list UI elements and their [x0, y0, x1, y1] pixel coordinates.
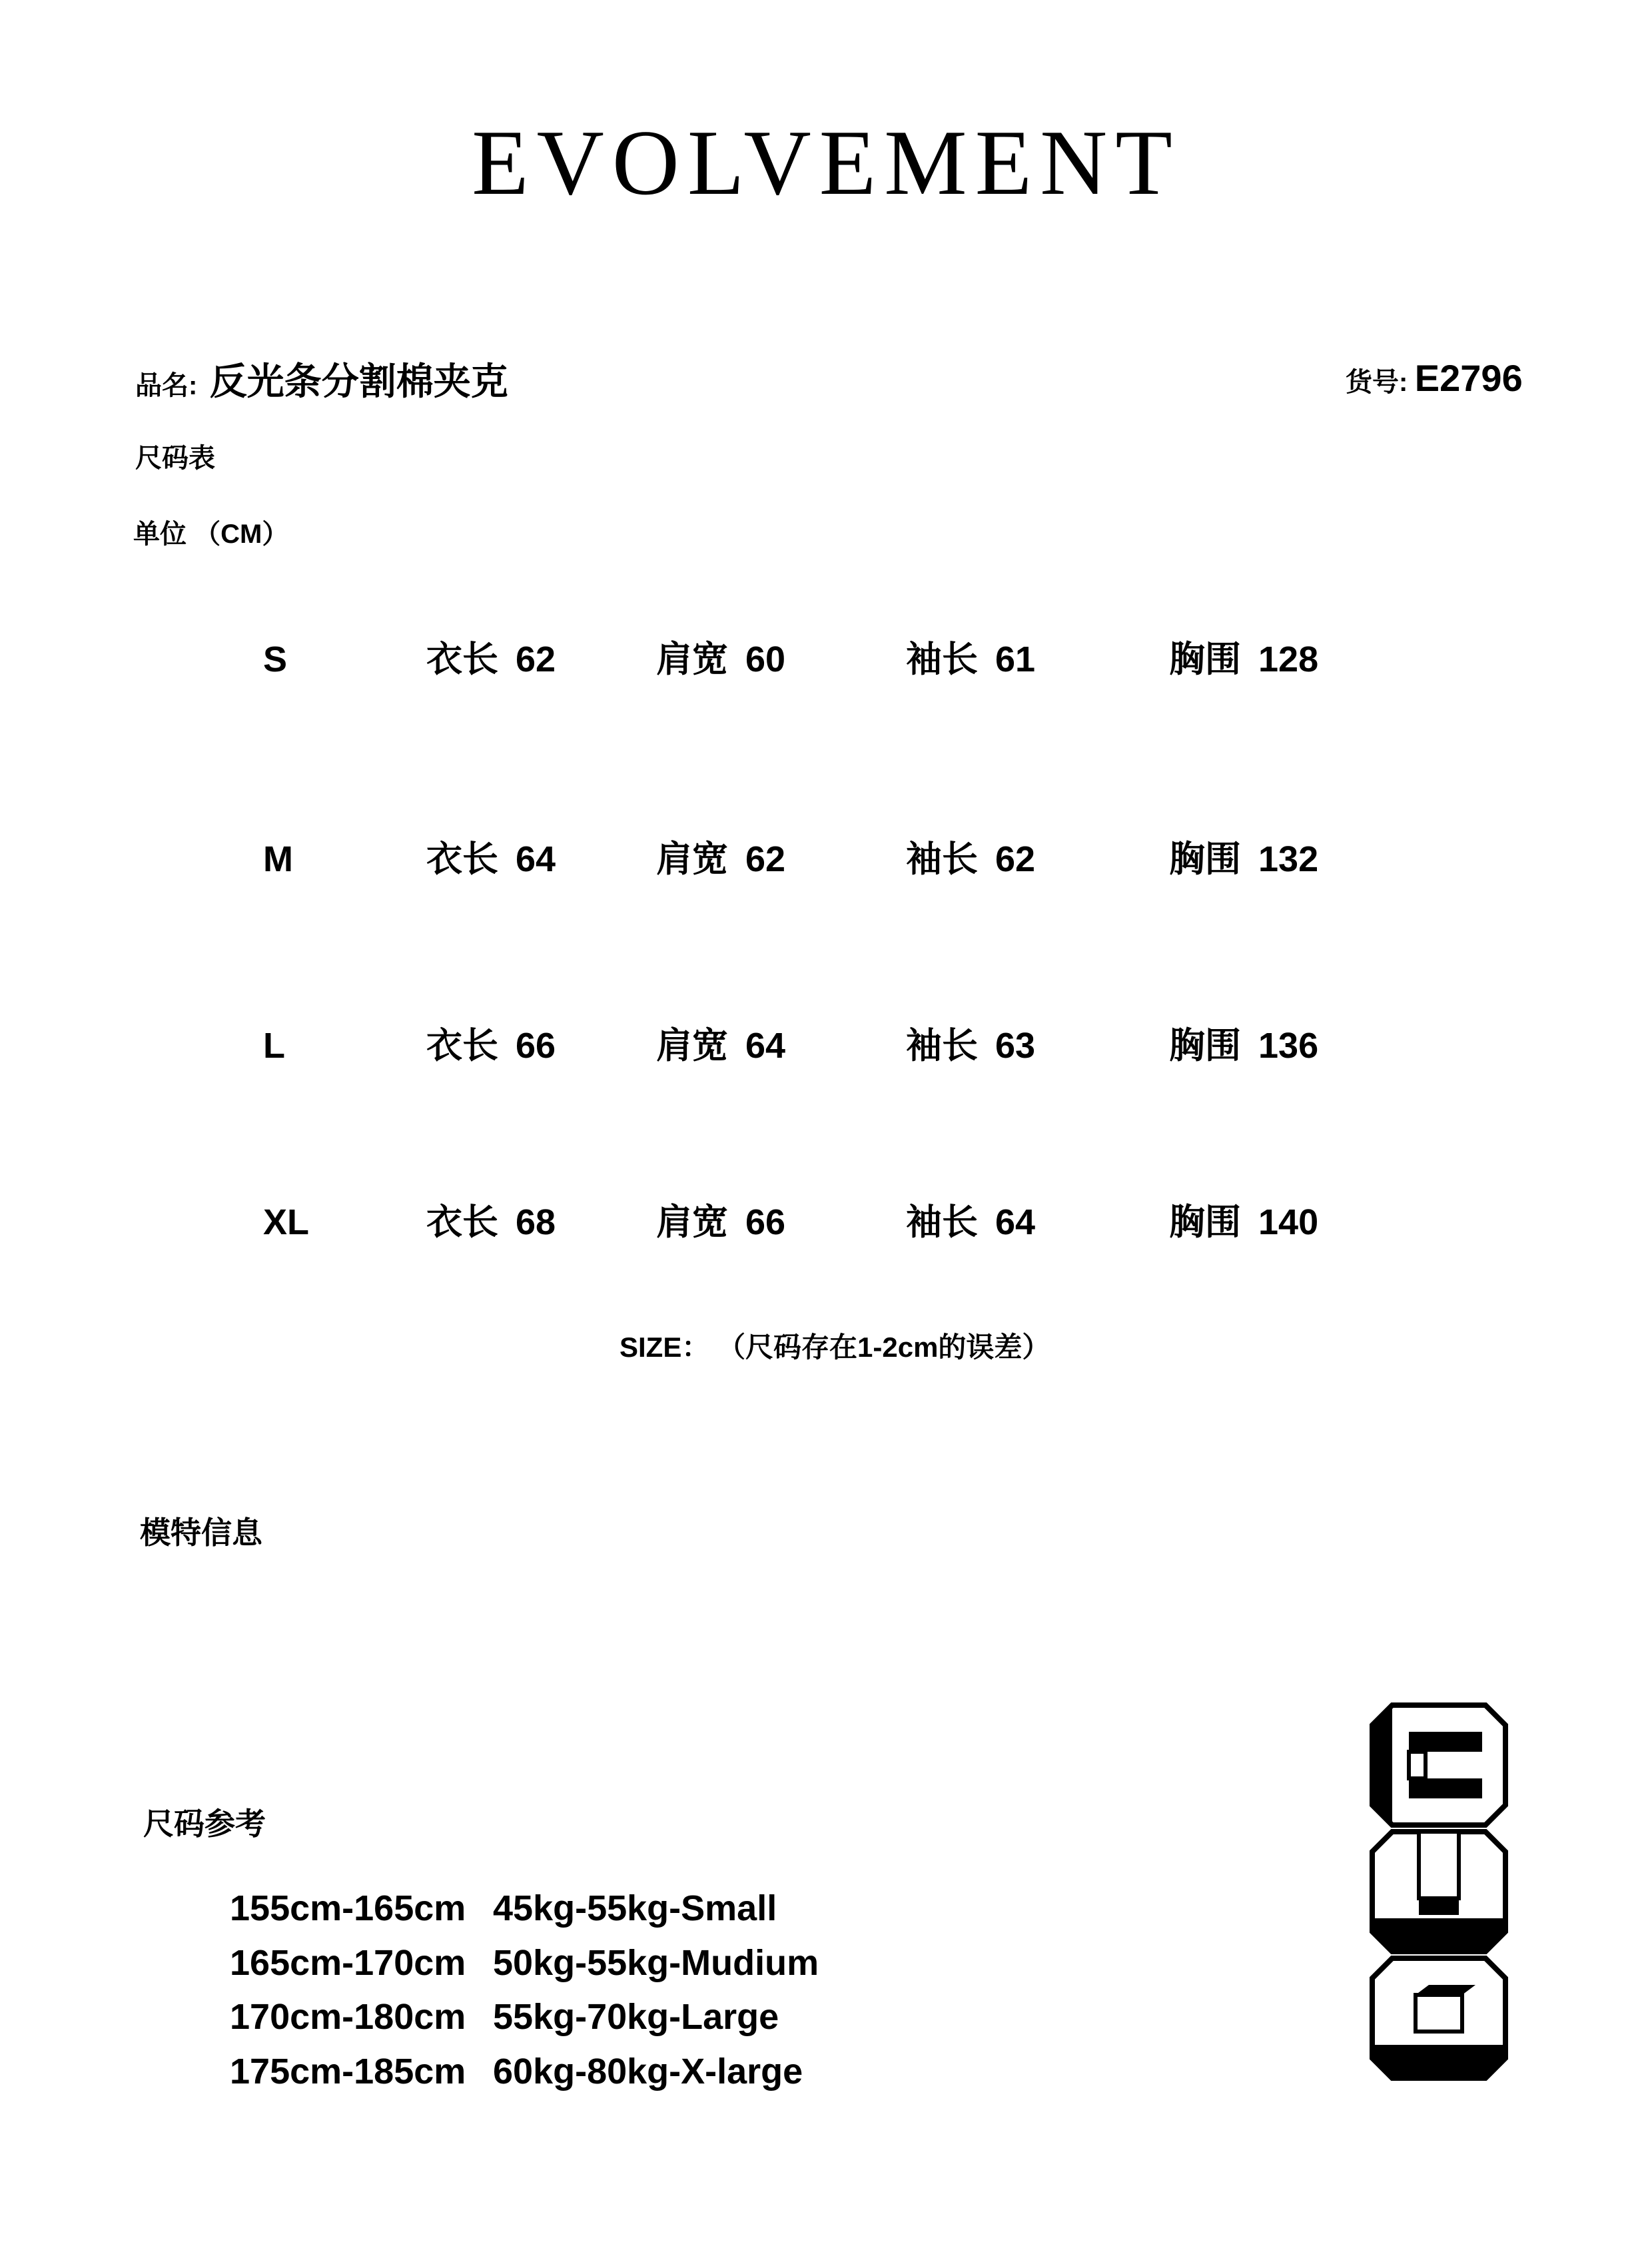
measure-label: 袖长: [906, 1026, 978, 1066]
measure-value: 62: [516, 639, 556, 679]
product-sku: [1346, 357, 1523, 399]
reference-weight-size: 45kg-55kg-Small: [493, 1888, 777, 1928]
size-code: L: [263, 1026, 285, 1066]
measure-label: 肩宽: [656, 1202, 728, 1242]
size-code: S: [263, 639, 288, 679]
measure-label: 衣长: [426, 839, 498, 879]
measure-label: 胸围: [1169, 1202, 1241, 1242]
measure-shoulder: [656, 833, 785, 886]
measure-chest: [1169, 633, 1318, 686]
measure-value: 66: [745, 1202, 786, 1242]
measure-value: 60: [745, 639, 786, 679]
measure-value: 61: [995, 639, 1036, 679]
reference-height: 165cm-170cm: [230, 1943, 466, 1983]
size-table-title: 尺码表: [135, 444, 215, 473]
reference-height: 170cm-180cm: [230, 1997, 466, 2037]
reference-weight-size: 50kg-55kg-Mudium: [493, 1943, 819, 1983]
measure-label: 衣长: [426, 1026, 498, 1066]
size-row: [0, 1019, 1652, 1072]
size-code: M: [263, 839, 293, 879]
measure-sleeve: [906, 1196, 1035, 1249]
measure-label: 衣长: [426, 639, 498, 679]
measure-length: [426, 1196, 556, 1249]
measure-length: [426, 633, 556, 686]
measure-value: 64: [516, 839, 556, 879]
reference-height: 155cm-165cm: [230, 1888, 466, 1928]
measure-value: 128: [1258, 639, 1319, 679]
measure-value: 66: [516, 1026, 556, 1066]
measure-label: 肩宽: [656, 639, 728, 679]
measure-label: 衣长: [426, 1202, 498, 1242]
product-name: [135, 360, 508, 402]
measure-shoulder: [656, 1019, 785, 1072]
measure-label: 袖长: [906, 639, 978, 679]
measure-label: 肩宽: [656, 839, 728, 879]
measure-value: 62: [995, 839, 1036, 879]
size-reference-row: [0, 1994, 933, 2040]
brand-title: EVOLVEMENT: [472, 111, 1180, 214]
size-reference-title: 尺码参考: [143, 1806, 266, 1841]
measure-value: 68: [516, 1202, 556, 1242]
measure-value: 63: [995, 1026, 1036, 1066]
measure-value: 140: [1258, 1202, 1319, 1242]
measure-value: 62: [745, 839, 786, 879]
measure-sleeve: [906, 633, 1035, 686]
measure-value: 64: [995, 1202, 1036, 1242]
measure-label: 胸围: [1169, 839, 1241, 879]
product-name-value: 反光条分割棉夹克: [209, 360, 508, 402]
measure-chest: [1169, 833, 1318, 886]
measure-chest: [1169, 1019, 1318, 1072]
measure-length: [426, 1019, 556, 1072]
reference-weight-size: 60kg-80kg-X-large: [493, 2052, 803, 2091]
measure-label: 袖长: [906, 839, 978, 879]
sku-value: E2796: [1414, 357, 1523, 399]
evo-3d-block-logo-icon: [1359, 1692, 1519, 2091]
measure-value: 132: [1258, 839, 1319, 879]
reference-weight-size: 55kg-70kg-Large: [493, 1997, 779, 2037]
size-row: [0, 1196, 1652, 1249]
measure-value: 64: [745, 1026, 786, 1066]
size-code: XL: [263, 1202, 310, 1242]
size-reference-row: [0, 1885, 933, 1932]
measure-shoulder: [656, 1196, 785, 1249]
measure-label: 肩宽: [656, 1026, 728, 1066]
measure-chest: [1169, 1196, 1318, 1249]
unit-label: 单位 （CM）: [133, 520, 289, 549]
measure-sleeve: [906, 1019, 1035, 1072]
product-name-label: 品名:: [135, 371, 198, 400]
measure-label: 袖长: [906, 1202, 978, 1242]
size-reference-row: [0, 2048, 933, 2095]
model-info-title: 模特信息: [140, 1515, 262, 1550]
size-reference-row: [0, 1940, 933, 1986]
measure-sleeve: [906, 833, 1035, 886]
size-row: [0, 633, 1652, 686]
size-tolerance-note: SIZE： （尺码存在1-2cm的误差）: [620, 1331, 1050, 1363]
sku-label: 货号:: [1346, 368, 1408, 397]
reference-height: 175cm-185cm: [230, 2052, 466, 2091]
measure-value: 136: [1258, 1026, 1319, 1066]
measure-shoulder: [656, 633, 785, 686]
size-row: [0, 833, 1652, 886]
measure-label: 胸围: [1169, 639, 1241, 679]
measure-length: [426, 833, 556, 886]
measure-label: 胸围: [1169, 1026, 1241, 1066]
